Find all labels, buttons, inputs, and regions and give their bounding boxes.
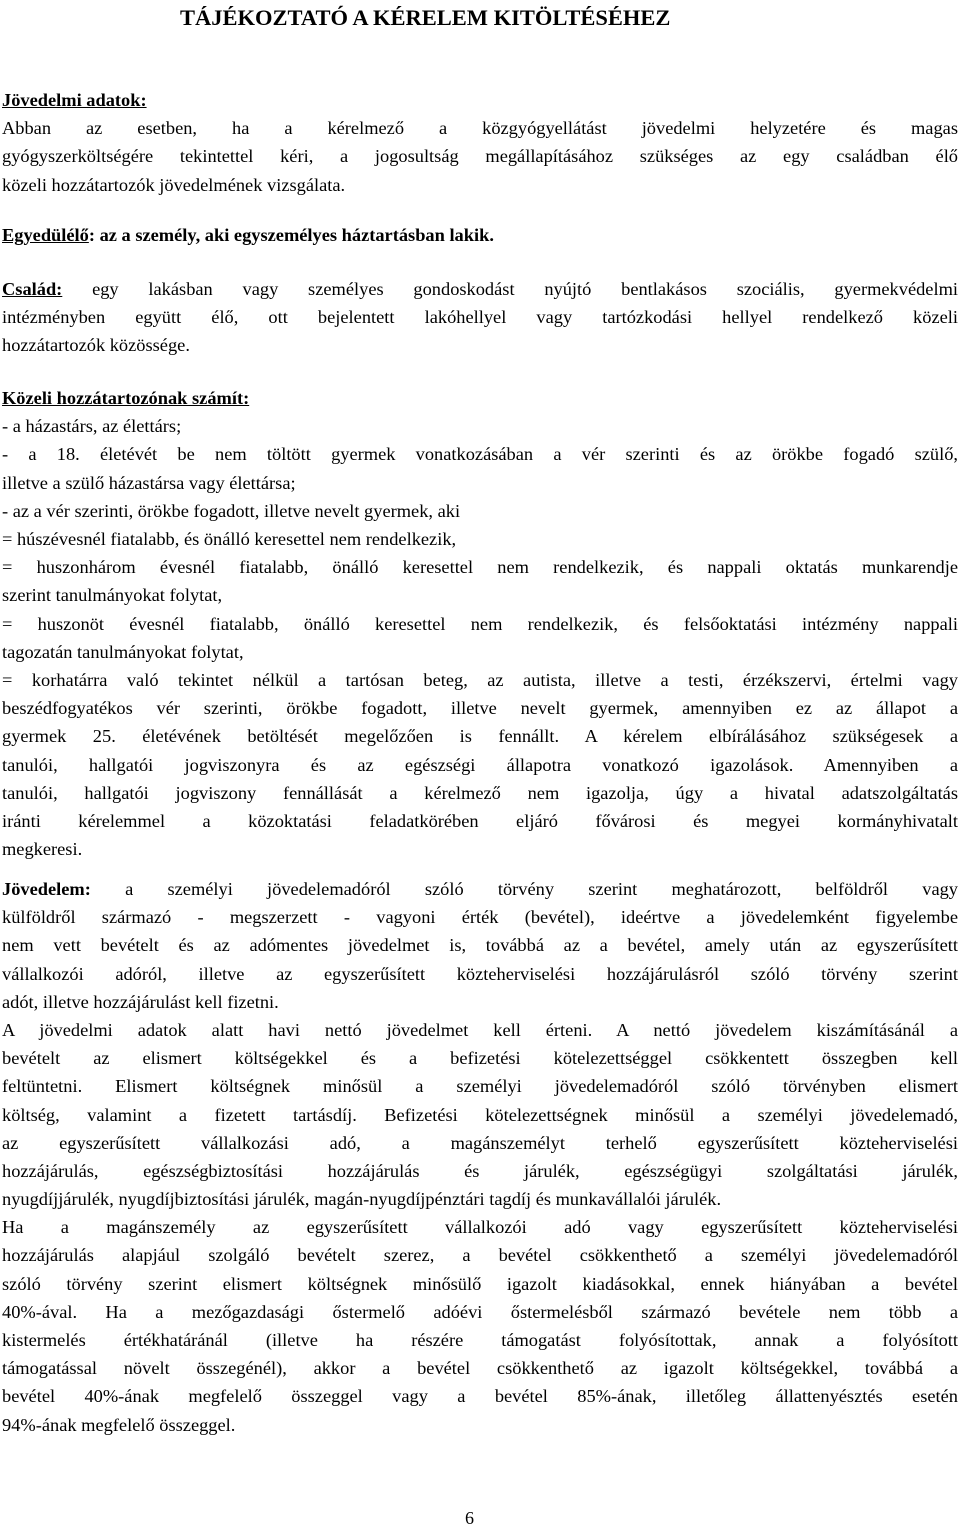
paragraph-line: hozzájárulás, egészségbiztosítási hozzájárulás és járulék, egészségügyi szolgáltatási járulék, bbox=[2, 1160, 958, 1181]
term-jovedelem: Jövedelem: bbox=[2, 879, 91, 899]
paragraph-line: feltüntetni. Elismert költségnek minősül a személyi jövedelemadóról szóló törvényben elismert bbox=[2, 1076, 958, 1097]
paragraph-line: kistermelés értékhatáránál (illetve ha részére támogatást folyósítottak, annak a folyósított bbox=[2, 1330, 958, 1351]
paragraph-line: az egyszerűsített vállalkozási adó, a magánszemélyt terhelő egyszerűsített közteherviselési bbox=[2, 1132, 958, 1153]
list-item: = korhatárra való tekintet nélkül a tartósan beteg, az autista, illetve a testi, érzékszervi, értelmi vagy bbox=[2, 669, 958, 690]
list-item: - az a vér szerinti, örökbe fogadott, illetve nevelt gyermek, aki bbox=[2, 500, 461, 521]
list-item: megkeresi. bbox=[2, 839, 83, 860]
paragraph-line: hozzájárulás alapjául szolgáló bevételt szerez, a bevétel csökkenthető a személyi jövedelemadóról bbox=[2, 1245, 958, 1266]
paragraph-line: intézményben együtt élő, ott bejelentett lakóhellyel vagy tartózkodási hellyel rendelkező közeli bbox=[2, 307, 958, 328]
paragraph-line: bevételt az elismert költségekkel és a befizetési kötelezettséggel csökkentett összegben kell bbox=[2, 1048, 958, 1069]
paragraph-line: 40%-ával. Ha a mezőgazdasági őstermelő adóévi őstermelésből származó bevétele nem több a bbox=[2, 1301, 958, 1322]
definition-text: egy lakásban vagy személyes gondoskodást nyújtó bentlakásos szociális, gyermekvédelmi bbox=[62, 279, 958, 299]
paragraph-line: külföldről származó - megszerzett - vagyoni érték (bevétel), ideértve a jövedelemként figyelembe bbox=[2, 907, 958, 928]
list-item: gyermek 25. életévének betöltését megelőzően is fennállt. A kérelem elbírálásához szükségesek a bbox=[2, 726, 958, 747]
paragraph-line: nyugdíjjárulék, nyugdíjbiztosítási járulék, magán-nyugdíjpénztári tagdíj és munkavállalói járulék. bbox=[2, 1189, 722, 1210]
paragraph-line: támogatással növelt összegénél), akkor a bevétel csökkenthető az igazolt költségekkel, továbbá a bbox=[2, 1358, 958, 1379]
paragraph-line: Ha a magánszemély az egyszerűsített vállalkozói adó vagy egyszerűsített közteherviselési bbox=[2, 1217, 958, 1238]
paragraph-line: vállalkozói adóról, illetve az egyszerűsített közteherviselési hozzájárulásról szóló törvény szerint bbox=[2, 963, 958, 984]
section-heading-kozeli-hozzatartozo: Közeli hozzátartozónak számít: bbox=[2, 388, 250, 408]
list-item: illetve a szülő házastársa vagy élettársa; bbox=[2, 472, 296, 493]
definition-egyedulelo bbox=[2, 221, 958, 249]
page-number: 6 bbox=[465, 1508, 474, 1528]
list-item: = húszévesnél fiatalabb, és önálló keresettel nem rendelkezik, bbox=[2, 529, 457, 549]
section-jovedelmi-adatok bbox=[2, 86, 958, 199]
paragraph-line: nem vett bevételt és az adómentes jövedelmet is, továbbá az a bevétel, amely után az egyszerűsített bbox=[2, 935, 958, 956]
paragraph-line: költség, valamint a fizetett tartásdíj. Befizetési kötelezettségnek minősül a személyi jövedelemadó, bbox=[2, 1104, 958, 1125]
definition-csalad bbox=[2, 275, 958, 360]
paragraph-line: bevétel 40%-ának megfelelő összeggel vagy a bevétel 85%-ának, illetőleg állattenyésztés esetén bbox=[2, 1386, 958, 1407]
list-item: tagozatán tanulmányokat folytat, bbox=[2, 641, 244, 662]
term-egyedulelo: Egyedülélő bbox=[2, 225, 89, 245]
paragraph-line: közeli hozzátartozók jövedelmének vizsgálata. bbox=[2, 174, 346, 195]
list-item: iránti kérelemmel a közoktatási feladatkörében eljáró fővárosi és megyei kormányhivatalt bbox=[2, 810, 958, 831]
paragraph-line: A jövedelmi adatok alatt havi nettó jövedelmet kell érteni. A nettó jövedelem kiszámításánál a bbox=[2, 1019, 958, 1040]
paragraph-line: szóló törvény szerint elismert költségnek minősülő igazolt kiadásokkal, ennek hiányában a bevétel bbox=[2, 1273, 958, 1294]
definition-text: a személyi jövedelemadóról szóló törvény szerint meghatározott, belföldről vagy bbox=[90, 879, 958, 899]
paragraph-line: gyógyszerköltségére tekintettel kéri, a jogosultság megállapításához szükséges az egy családban élő bbox=[2, 146, 958, 167]
list-item: - a 18. életévét be nem töltött gyermek vonatkozásában a vér szerinti és az örökbe fogadó szülő, bbox=[2, 444, 958, 465]
paragraph-line: 94%-ának megfelelő összeggel. bbox=[2, 1414, 236, 1435]
paragraph-line: adót, illetve hozzájárulást kell fizetni. bbox=[2, 991, 279, 1012]
page-title: TÁJÉKOZTATÓ A KÉRELEM KITÖLTÉSÉHEZ bbox=[180, 5, 671, 30]
term-csalad: Család: bbox=[2, 279, 63, 299]
list-item: tanulói, hallgatói jogviszonyra és az egészségi állapotra vonatkozó igazolások. Amennyiben a bbox=[2, 754, 958, 775]
list-item: szerint tanulmányokat folytat, bbox=[2, 585, 223, 606]
paragraph-line: Abban az esetben, ha a kérelmező a közgyógyellátást jövedelmi helyzetére és magas bbox=[2, 118, 958, 139]
list-item: = huszonhárom évesnél fiatalabb, önálló keresettel nem rendelkezik, és nappali oktatás munkarendje bbox=[2, 557, 958, 578]
definition-text: : az a személy, aki egyszemélyes háztartásban lakik. bbox=[88, 225, 494, 245]
section-jovedelem bbox=[2, 875, 958, 1439]
paragraph-line: hozzátartozók közössége. bbox=[2, 335, 190, 356]
list-item: beszédfogyatékos vér szerinti, örökbe fogadott, illetve nevelt gyermek, amennyiben ez az állapot a bbox=[2, 698, 958, 719]
list-item: - a házastárs, az élettárs; bbox=[2, 416, 182, 437]
section-kozeli-hozzatartozo bbox=[2, 384, 958, 863]
list-item: = huszonöt évesnél fiatalabb, önálló keresettel nem rendelkezik, és felsőoktatási intézmény nappali bbox=[2, 613, 958, 634]
list-item: tanulói, hallgatói jogviszony fennállását a kérelmező nem igazolja, úgy a hivatal adatszolgáltatás bbox=[2, 782, 958, 803]
section-heading-jovedelmi-adatok: Jövedelmi adatok: bbox=[2, 90, 147, 110]
